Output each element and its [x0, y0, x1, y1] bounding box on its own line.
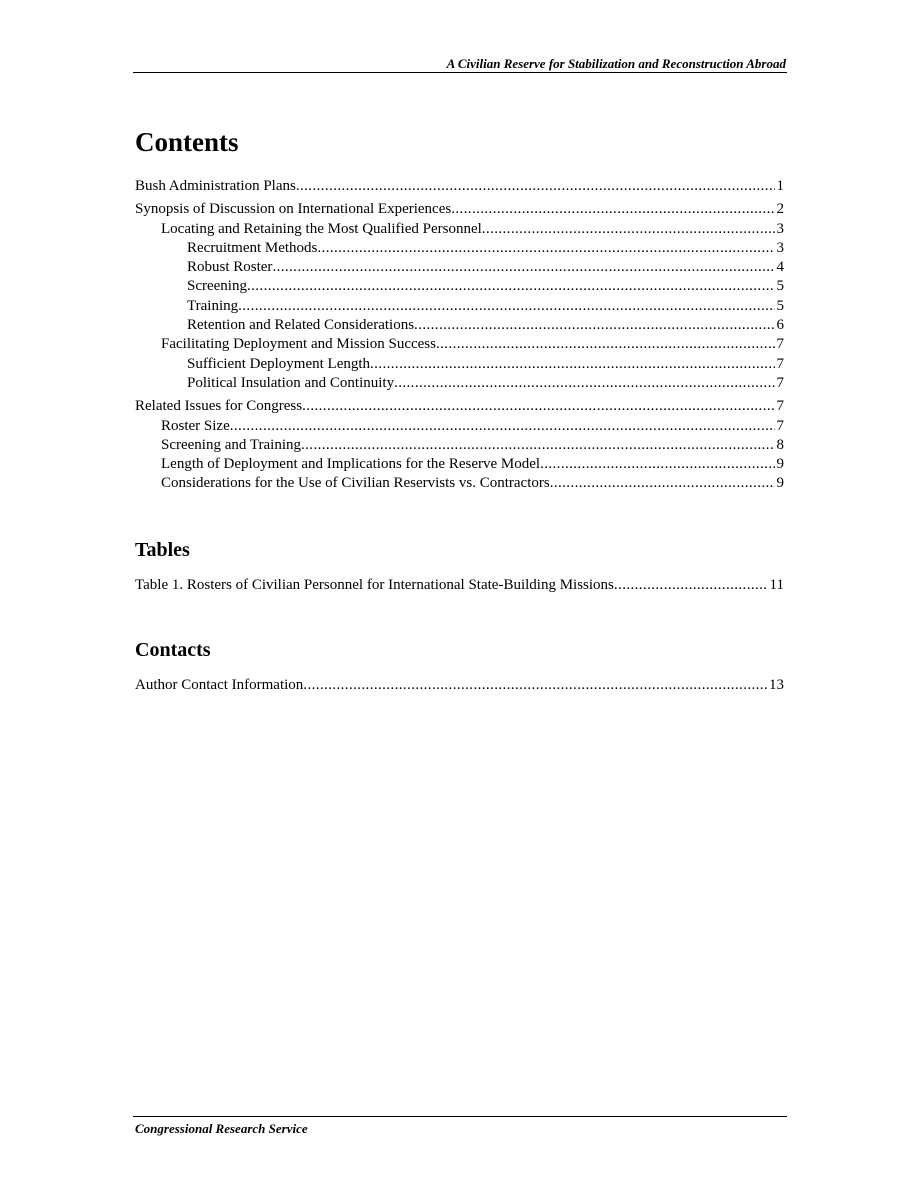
toc-entry-page-number: 6 — [776, 317, 784, 334]
toc-entry-page-number: 7 — [776, 374, 784, 391]
toc-dot-leader — [247, 277, 775, 296]
toc-dot-leader — [550, 474, 775, 493]
toc-entry-page-number: 5 — [776, 297, 784, 314]
toc-entry[interactable] — [135, 200, 784, 219]
toc-entry[interactable] — [135, 436, 784, 455]
toc-entry[interactable] — [135, 239, 784, 258]
running-header-title: A Civilian Reserve for Stabilization and Reconstruction Abroad — [446, 56, 786, 71]
contents-heading: Contents — [135, 127, 239, 157]
toc-entry[interactable] — [135, 676, 784, 695]
toc-entry[interactable] — [135, 258, 784, 277]
toc-entry-title: Bush Administration Plans — [135, 178, 296, 194]
toc-entry-page-number: 8 — [776, 436, 784, 453]
toc-entry[interactable] — [135, 316, 784, 335]
toc-entry-title: Synopsis of Discussion on International Experiences — [135, 201, 452, 218]
toc-entry-title: Facilitating Deployment and Mission Success — [161, 336, 436, 353]
toc-entry-page-number: 11 — [769, 577, 784, 593]
toc-entry-title: Related Issues for Congress — [135, 398, 303, 415]
toc-dot-leader — [272, 258, 774, 277]
toc-entry[interactable] — [135, 355, 784, 374]
toc-dot-leader — [317, 239, 774, 258]
toc-entry-title: Roster Size — [161, 417, 230, 434]
toc-entry[interactable] — [135, 297, 784, 316]
header-divider — [133, 72, 787, 73]
toc-entry[interactable] — [135, 474, 784, 493]
toc-entry[interactable] — [135, 417, 784, 436]
toc-entry-title: Screening and Training — [161, 436, 301, 453]
toc-dot-leader — [296, 177, 775, 196]
list-of-contacts — [135, 676, 784, 695]
toc-dot-leader — [451, 200, 774, 219]
toc-entry-title: Retention and Related Considerations — [187, 317, 415, 334]
toc-entry[interactable] — [135, 374, 784, 393]
footer-divider — [133, 1116, 787, 1117]
toc-entry-title: Training — [187, 297, 239, 314]
toc-entry[interactable] — [135, 455, 784, 474]
tables-heading: Tables — [135, 539, 190, 561]
toc-entry-page-number: 3 — [776, 220, 784, 237]
toc-entry-page-number: 7 — [776, 417, 784, 434]
toc-dot-leader — [230, 417, 775, 436]
toc-entry-title: Robust Roster — [187, 259, 273, 276]
toc-entry-title: Screening — [187, 278, 247, 295]
toc-entry[interactable] — [135, 277, 784, 296]
contacts-heading: Contacts — [135, 639, 211, 661]
toc-entry[interactable] — [135, 335, 784, 354]
toc-entry-page-number: 3 — [776, 239, 784, 256]
toc-entry-page-number: 13 — [769, 677, 784, 693]
toc-entry-page-number: 4 — [776, 259, 784, 276]
toc-dot-leader — [414, 316, 774, 335]
toc-entry-page-number: 7 — [776, 355, 784, 372]
toc-dot-leader — [303, 676, 767, 695]
toc-entry-title: Recruitment Methods — [187, 239, 318, 256]
toc-entry-title: Locating and Retaining the Most Qualified Personnel — [161, 220, 482, 237]
toc-entry-title: Considerations for the Use of Civilian Reservists vs. Contractors — [161, 475, 550, 492]
toc-entry-title: Sufficient Deployment Length — [187, 355, 371, 372]
toc-dot-leader — [394, 374, 774, 393]
toc-entry-title: Political Insulation and Continuity — [187, 374, 395, 391]
toc-entry-page-number: 1 — [776, 178, 784, 194]
toc-entry-page-number: 9 — [776, 456, 784, 473]
toc-dot-leader — [540, 455, 774, 474]
toc-entry[interactable] — [135, 576, 784, 595]
toc-entry-page-number: 7 — [776, 336, 784, 353]
toc-dot-leader — [302, 397, 774, 416]
toc-entry[interactable] — [135, 177, 784, 196]
toc-dot-leader — [238, 297, 774, 316]
toc-entry-title: Author Contact Information — [135, 677, 304, 693]
toc-dot-leader — [614, 576, 768, 595]
toc-dot-leader — [370, 355, 774, 374]
list-of-tables — [135, 576, 784, 595]
toc-entry-title: Length of Deployment and Implications for the Reserve Model — [161, 456, 541, 473]
toc-entry[interactable] — [135, 220, 784, 239]
toc-entry[interactable] — [135, 397, 784, 416]
toc-dot-leader — [482, 220, 775, 239]
toc-entry-page-number: 5 — [776, 278, 784, 295]
table-of-contents-list — [135, 177, 784, 494]
running-footer-organization: Congressional Research Service — [135, 1121, 308, 1136]
toc-entry-page-number: 9 — [776, 475, 784, 492]
toc-dot-leader — [436, 335, 775, 354]
toc-entry-title: Table 1. Rosters of Civilian Personnel for International State-Building Missions — [135, 577, 614, 593]
toc-dot-leader — [301, 436, 775, 455]
toc-entry-page-number: 7 — [776, 398, 784, 415]
toc-entry-page-number: 2 — [776, 201, 784, 218]
